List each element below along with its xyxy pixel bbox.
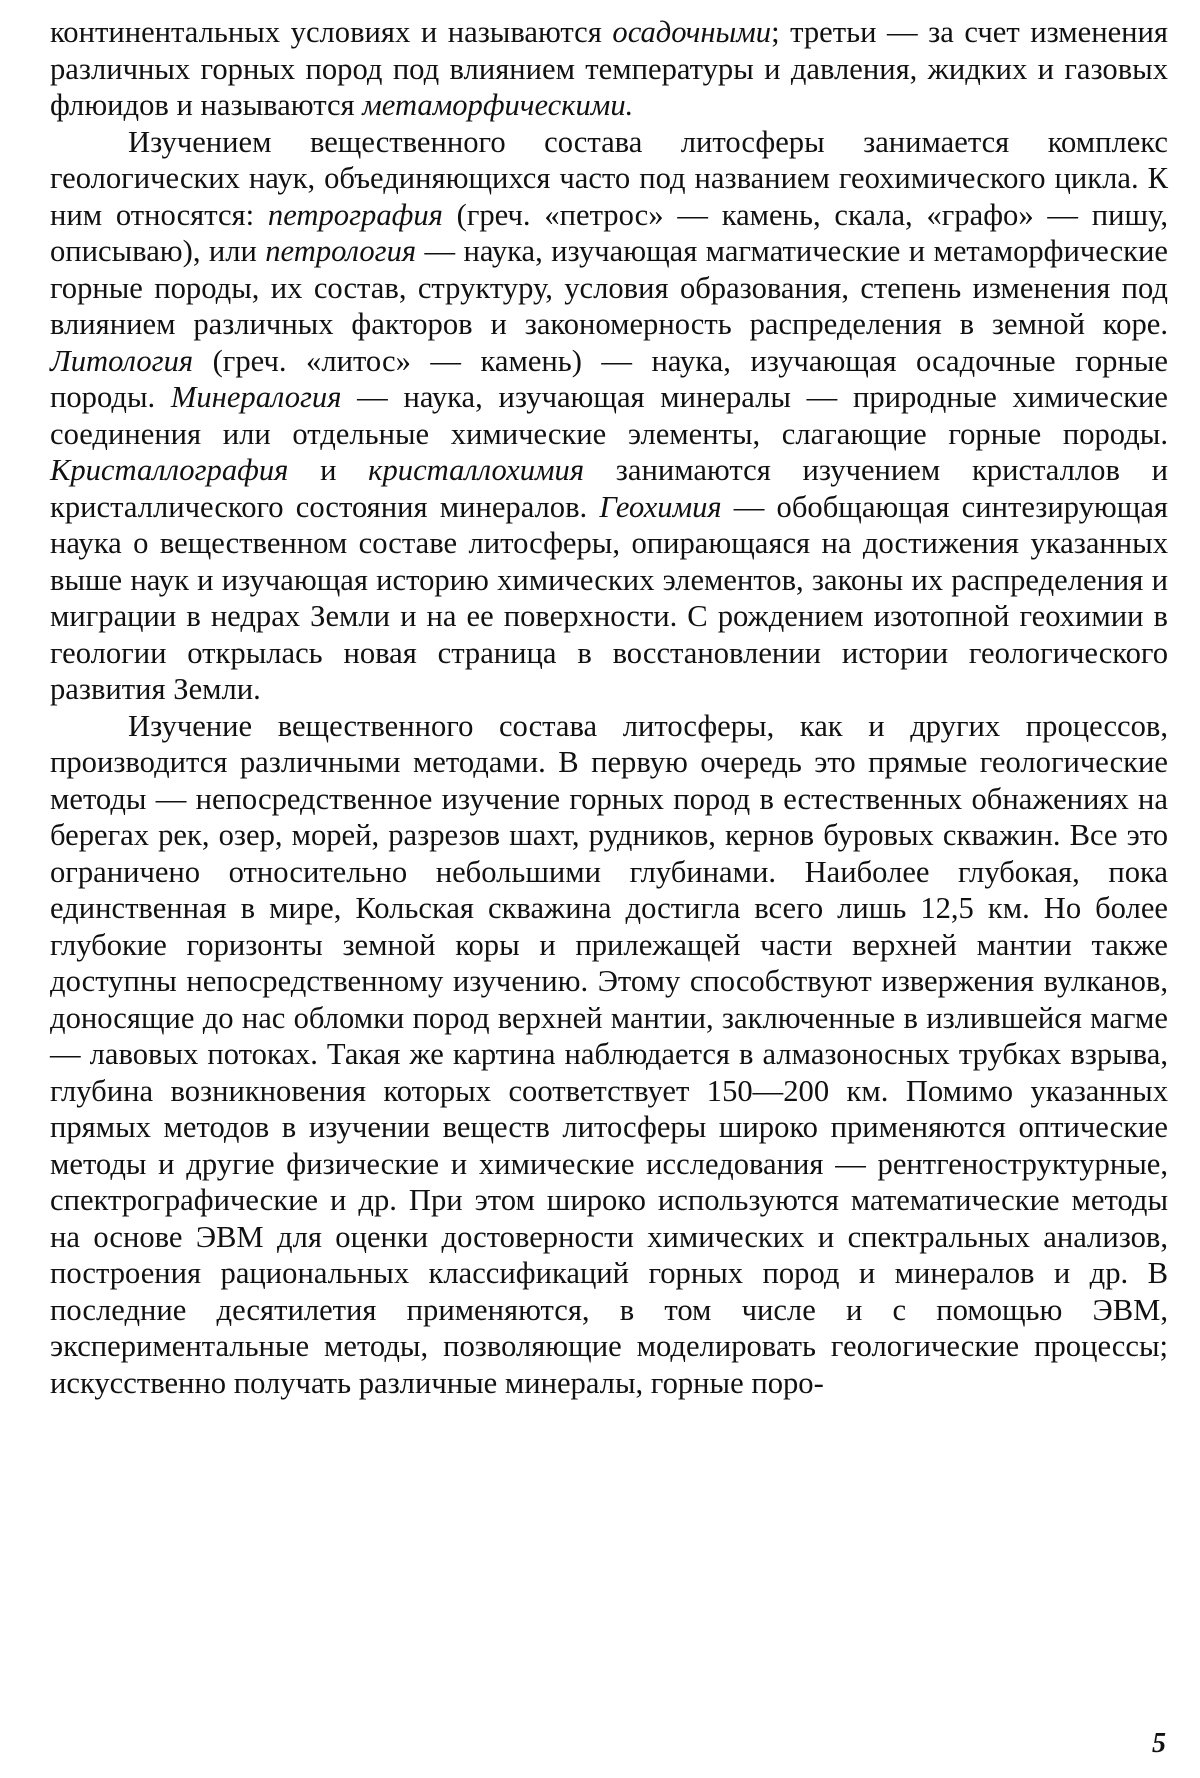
text-run: занимаются изучением кристаллов и кристаллического состояния минералов.: [50, 453, 1168, 524]
text-run: Изучением вещественного состава литосферы занимается комплекс геологических наук, объединяющихся часто под названием геохимического цикла. К ним относятся:: [50, 124, 1168, 232]
term-italic: кристаллохимия: [368, 453, 585, 487]
text-run: Изучение вещественного состава литосферы, как и других процессов, производится различными методами. В первую очередь это прямые геологические методы — непосредственное изучение горных пород в естественных обнажениях на берегах рек, озер, морей, разрезов шахт, рудников, кернов буровых скважин. Все это ограничено относительно небольшими глубинами. Наиболее глубокая, пока единственная в мире, Кольская скважина достигла всего лишь 12,5 км. Но более глубокие горизонты земной коры и прилежащей части верхней мантии также доступны непосредственному изучению. Этому способствуют извержения вулканов, доносящие до нас обломки пород верхней мантии, заключенные в излившейся магме — лавовых потоках. Такая же картина наблюдается в алмазоносных трубках взрыва, глубина возникновения которых соответствует 150—200 км. Помимо указанных прямых методов в изучении веществ литосферы широко применяются оптические методы и другие физические и химические исследования — рентгеноструктурные, спектрографические и др. При этом широко используются математические методы на основе ЭВМ для оценки достоверности химических и спектральных анализов, построения рациональных классификаций горных пород и минералов и др. В последние десятилетия применяются, в том числе и с помощью ЭВМ, экспериментальные методы, позволяющие моделировать геологические процессы; искусственно получать различные минералы, горные поро-: [50, 708, 1168, 1400]
text-run: ; третьи — за счет изменения различных горных пород под влиянием температуры и давления, жидких и газовых флюидов и называются: [50, 15, 1168, 122]
page-number: 5: [1152, 1728, 1166, 1759]
paragraph: [50, 708, 1168, 1402]
text-run: (греч. «петрос» — камень, скала, «графо» — пишу, описываю), или: [50, 197, 1168, 268]
paragraph: [50, 14, 1168, 124]
paragraph: [50, 124, 1168, 708]
term-italic: Кристаллография: [50, 453, 289, 487]
term-italic: Минералогия: [170, 380, 342, 414]
term-italic: Литология: [50, 343, 194, 378]
term-italic: осадочными: [612, 15, 772, 49]
text-run: — наука, изучающая минералы — природные химические соединения или отдельные химические элементы, слагающие горные породы.: [50, 380, 1168, 451]
text-run: — наука, изучающая магматические и метаморфические горные породы, их состав, структуру, условия образования, степень изменения под влиянием различных факторов и закономерность распределения в земной коре.: [50, 234, 1168, 341]
text-run: — обобщающая синтезирующая наука о вещественном составе литосферы, опирающаяся на достижения указанных выше наук и изучающая историю химических элементов, законы их распределения и миграции в недрах Земли и на ее поверхности. С рождением изотопной геохимии в геологии открылась новая страница в восстановлении истории геологического развития Земли.: [50, 489, 1168, 706]
text-run: (греч. «литос» — камень) — наука, изучающая осадочные горные породы.: [50, 343, 1168, 414]
page-body: [50, 14, 1168, 1401]
term-italic: петрология: [265, 234, 417, 268]
term-italic: Геохимия: [599, 489, 722, 524]
text-run: и: [288, 453, 369, 487]
term-italic: метаморфическими.: [362, 88, 634, 122]
term-italic: петрография: [267, 197, 443, 232]
text-run: континентальных условиях и называются: [50, 15, 613, 49]
